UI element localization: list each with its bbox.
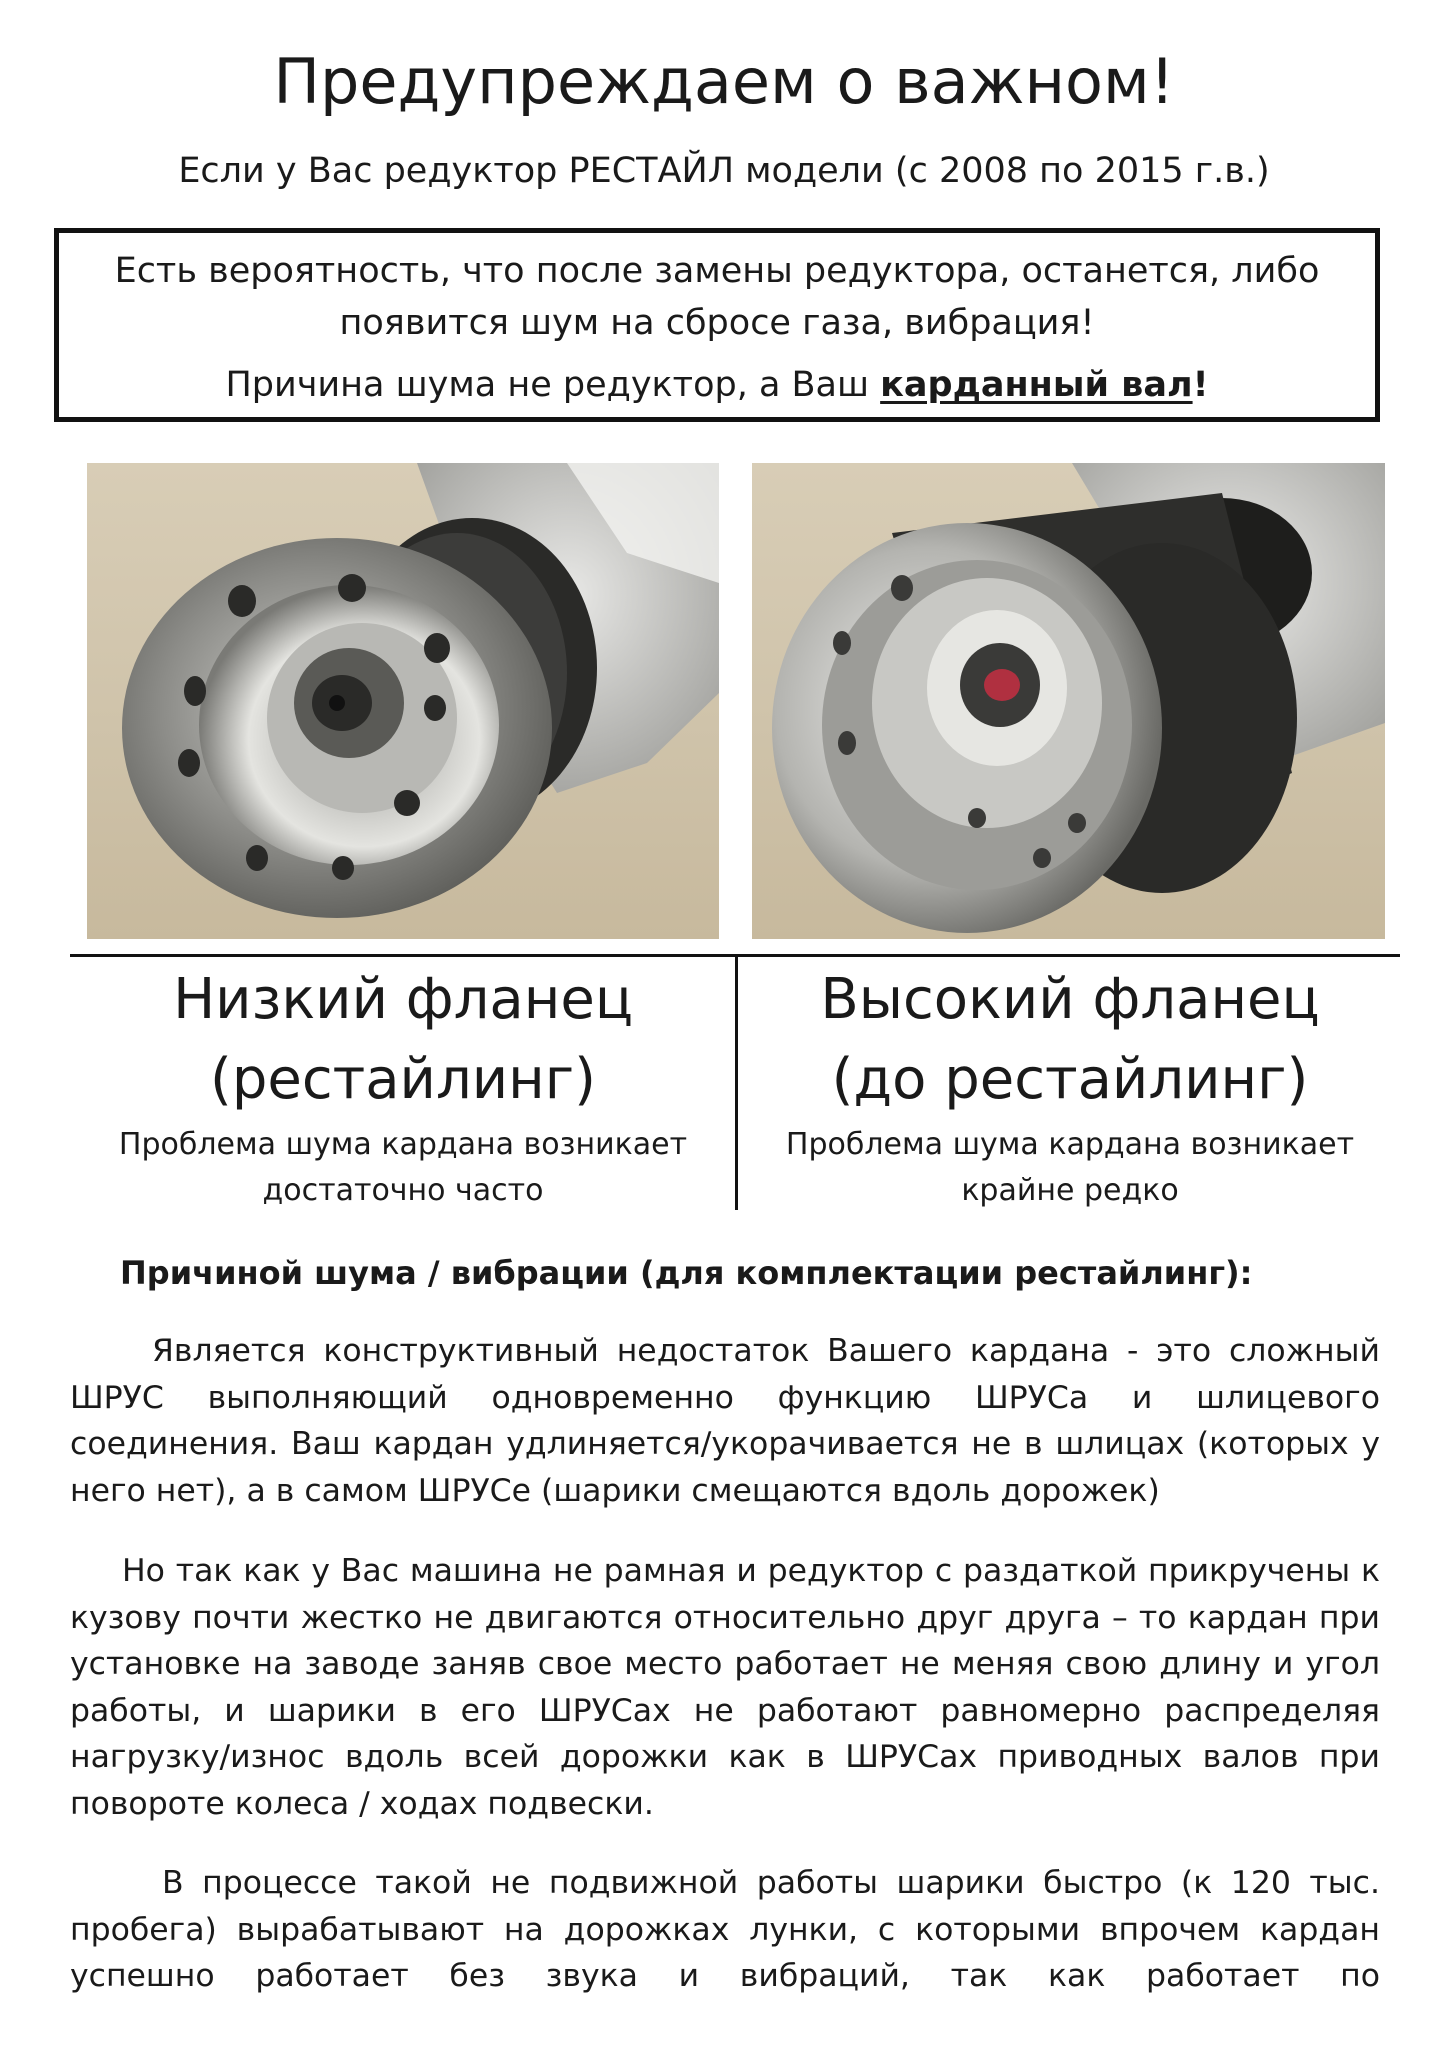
- low-flange-note-1: Проблема шума кардана возникает: [118, 1127, 688, 1162]
- section-heading: Причиной шума / вибрации (для комплектации рестайлинг):: [120, 1254, 1253, 1292]
- comparison-divider-vertical: [735, 956, 738, 1210]
- paragraph-1-text: Является конструктивный недостаток Вашего кардана - это сложный ШРУС выполняющий одновременно функцию ШРУСа и шлицевого соединения. Ваш кардан удлиняется/укорачивается не в шлицах (которых у него нет), а в самом ШРУСе (шарики смещаются вдоль дорожек): [70, 1333, 1380, 1509]
- low-flange-note-2: достаточно часто: [262, 1173, 544, 1208]
- warning-box: [54, 228, 1380, 422]
- warning-line-2: появится шум на сбросе газа, вибрация!: [339, 303, 1095, 343]
- page-subtitle: Если у Вас редуктор РЕСТАЙЛ модели (с 2008 по 2015 г.в.): [178, 151, 1270, 191]
- warning-exclamation: !: [1192, 365, 1209, 405]
- low-flange-photo: [87, 463, 719, 939]
- low-flange-note: [103, 1122, 703, 1214]
- low-flange-title-2: (рестайлинг): [209, 1047, 597, 1112]
- paragraph-1: [70, 1328, 1380, 1514]
- warning-cause-text: Причина шума не редуктор, а Ваш: [225, 365, 881, 405]
- paragraph-2: [70, 1548, 1380, 1827]
- high-flange-title-2: (до рестайлинг): [831, 1047, 1309, 1112]
- high-flange-title-1: Высокий фланец: [820, 967, 1320, 1032]
- high-flange-note: [770, 1122, 1370, 1214]
- high-flange-photo: [752, 463, 1385, 939]
- paragraph-2-text: Но так как у Вас машина не рамная и редуктор с раздаткой прикручены к кузову почти жестко не двигаются относительно друг друга – то кардан при установке на заводе заняв свое место работает не меняя свою длину и угол работы, и шарики в его ШРУСах не работают равномерно распределяя нагрузку/износ вдоль всей дорожки как в ШРУСах приводных валов при повороте колеса / ходах подвески.: [70, 1553, 1380, 1822]
- paragraph-3: [70, 1860, 1380, 2000]
- paragraph-3-text: В процессе такой не подвижной работы шарики быстро (к 120 тыс. пробега) вырабатывают на дорожках лунки, с которыми впрочем кардан успешно работает без звука и вибраций, так как работает по: [70, 1865, 1380, 1994]
- warning-line-1: Есть вероятность, что после замены редуктора, останется, либо: [114, 251, 1320, 291]
- page-title: Предупреждаем о важном!: [273, 45, 1175, 118]
- warning-cause-emphasis: карданный вал: [880, 365, 1193, 405]
- low-flange-caption: [103, 960, 703, 1214]
- high-flange-caption: [770, 960, 1370, 1214]
- warning-line-3: [59, 359, 1375, 411]
- low-flange-title-1: Низкий фланец: [173, 967, 633, 1032]
- high-flange-note-1: Проблема шума кардана возникает: [785, 1127, 1355, 1162]
- high-flange-note-2: крайне редко: [961, 1173, 1179, 1208]
